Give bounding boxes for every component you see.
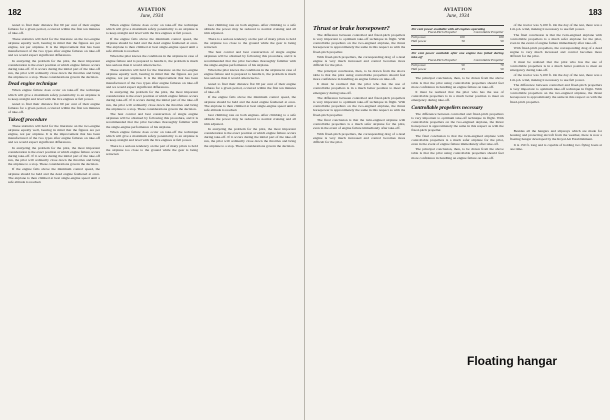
table-cell: Full power (411, 34, 426, 39)
paragraph: When engine failure does occur on take-off the technique which will give a maximum safety potentiality to an airplane is to keep straight and level with the live engines at full power. (106, 129, 198, 143)
paragraph: If the engine fails above the minimum control speed, the airplane should be held and the dead engine feathered at once. The airplane is then climbed at best single-engine speed until a safe altitude is reached. (204, 95, 296, 112)
paragraph: It must be realized that the pilot who has the use of controllable propellers is in a much better position to meet an emergency during take-off. (509, 59, 602, 73)
paragraph: The difference between controlled and fixed-pitch propellers is very important to optimum take-off technique in flight. With controllable propellers on the two-engined airplane, the thrust horsepower is approximately the same in this respect as with the fixed-pitch propeller. (411, 111, 504, 133)
left-masthead-title: AVIATION (137, 7, 167, 13)
right-masthead (443, 8, 472, 19)
table-cell: Half power (411, 66, 427, 71)
paragraph: When the pilot knows the conditions in the airplane in case of engine failure and is prepared to handle it, the problem is much less serious than it would otherwise be. (106, 54, 198, 67)
paragraph: best climbing rate on both engines. After climbing to a safe altitude the power may be reduced to normal cruising and all trim adjusted. (204, 113, 296, 126)
paragraph: The difference between controlled and fixed-pitch propellers is very important to optimum take-off technique in flight. With controllable propellers on the two-engined airplane, the thrust horsepower is approximately the same in this respect as with the fixed-pitch propeller. (313, 33, 406, 54)
table-cell: 100 (459, 34, 465, 39)
paragraph: It is 150 ft. long and is capable of holding two flying boats at one time. (509, 142, 602, 151)
table-cell: Full power (411, 62, 426, 67)
heading-thrust-or-brake: Thrust or brake horsepower? (313, 25, 390, 32)
left-running-head (8, 8, 296, 20)
paragraph: It must be realized that the pilot who has the use of controllable propellers is in a much better position to meet an emergency during take-off. (411, 90, 504, 103)
paragraph: There is a serious tendency on the part of many pilots to hold the airplane too close to the ground while the gear is being retracted. (106, 143, 198, 156)
left-columns (8, 23, 296, 419)
left-column-1 (8, 23, 100, 419)
right-page (305, 0, 610, 420)
paragraph: These statistics will hold for the literature on the two-engine airplane equally well, bearing in mind that the figures are per engine, not per airplane. It is the improvement that has been manufactured of the two types after engine failures on take-off and we would expect significant differences. (8, 123, 100, 145)
table-cell: 50 (500, 66, 504, 71)
table-cell: 70 (500, 62, 504, 67)
paragraph: In analyzing the problem for the pilot, the most important consideration is the exact position at which engine failure occurs during take-off. If it occurs during the initial part of the take-off run, the pilot will ordinarily close down the throttles and bring the airplane to a stop. These considerations govern the decision. (204, 126, 296, 148)
power-table-one-engine-failed (411, 49, 503, 74)
paragraph: The final conclusion is that the twin-engined airplane with controllable propellers is a much safer airplane for the pilot, even in the event of engine failure immediately after take-off. (411, 133, 504, 146)
paragraph: In analyzing the problem for the pilot, the most important consideration is the exact position at which engine failure occurs during take-off. If it occurs during the initial part of the take-off run, the pilot will ordinarily close down the throttles and bring the airplane to a stop. These considerations govern the decision. (8, 58, 100, 80)
paragraph: There is a serious tendency on the part of many pilots to hold the airplane too close to the ground while the gear is being retracted. (204, 36, 296, 49)
right-running-head (313, 8, 602, 20)
paragraph: The difference between controlled and fixed-pitch propellers is very important to optimum take-off technique in flight. With controllable propellers on the two-engined airplane, the thrust horsepower is approximately the same in this respect as with the fixed-pitch propeller. (509, 82, 602, 104)
left-masthead-date: June, 1934 (140, 12, 164, 19)
left-masthead (137, 8, 166, 19)
right-masthead-date: June, 1934 (446, 12, 470, 19)
paragraph: These statistics will hold for the literature on the two-engine airplane equally well, bearing in mind that the figures are per engine, not per airplane. It is the improvement that has been manufactured of the two types after engine failures on take-off and we would expect significant differences. (106, 68, 198, 89)
paragraph: tested to find their distance flat 90 per cent of their engine failures for a given period, occurred within the first ten minutes of take-off. (8, 23, 100, 36)
paragraph: When engine failure does occur on take-off the technique which will give a maximum safety potentiality to an airplane is to keep straight and level with the live engines at full power. (8, 88, 100, 101)
paragraph: The principal conclusion, then, to be drawn from the above table is that the pilot using controllable propellers should feel more confidence in handling an engine failure on take-off. (411, 147, 504, 160)
paragraph: Besides all the hangars and slipways which are made for housing and protecting aircraft from the weather, there is now a floating hangar developed by the Royal Air Establishment. (509, 128, 602, 142)
paragraph: of the tractor was 3,100 ft. On the day of the test, there was a 4 m.p.h. wind, making it necessary to use full power. (509, 23, 602, 32)
paragraph: of the tractor was 3,100 ft. On the day of the test, there was a 4 m.p.h. wind, making it necessary to use full power. (509, 73, 602, 82)
table-cell: 100 (498, 34, 504, 39)
paragraph: The final conclusion is that the twin-engined airplane with controllable propellers is a much safer airplane for the pilot, even in the event of engine failure immediately after take-off. (509, 32, 602, 45)
table-cell: 50 (461, 62, 465, 67)
left-column-2 (106, 23, 198, 419)
table-row (411, 40, 503, 44)
paragraph: With fixed-pitch propellers, the corresponding drag of a dead engine is very much increased and control becomes more difficult for the pilot. (509, 46, 602, 59)
left-page-number: 182 (8, 8, 22, 17)
table-cell: 25 (461, 66, 465, 71)
paragraph: tested to find their distance flat 90 per cent of their engine failures for a given period, occurred within the first ten minutes of take-off. (204, 81, 296, 95)
paragraph: The final conclusion is that the twin-engined airplane with controllable propellers is a much safer airplane for the pilot, even in the event of engine failure immediately after take-off. (313, 117, 406, 131)
paragraph: If the engine fails above the minimum control speed, the airplane should be held and the dead engine feathered at once. The airplane is then climbed at best single-engine speed until a safe altitude is reached. (106, 36, 198, 54)
heading-dead-engine: Dead engine technique (8, 81, 58, 88)
paragraph: In analyzing the problem for the pilot, the most important consideration is the exact position at which engine failure occurs during take-off. If it occurs during the initial part of the take-off run, the pilot will ordinarily close down the throttles and bring the airplane to a stop. These considerations govern the decision. (106, 90, 198, 111)
right-page-number: 183 (588, 8, 602, 17)
table-row (411, 68, 503, 72)
heading-takeoff: Takeoff procedure (8, 116, 48, 123)
power-table-all-engines (411, 25, 503, 46)
right-columns (313, 23, 602, 419)
paragraph: If the engine fails above the minimum control speed, the airplane should be held and the dead engine feathered at once. The airplane is then climbed at best single-engine speed until a safe altitude is reached. (8, 167, 100, 184)
paragraph: The best control and best construction of single engine airplanes will be obtained by following this procedure, and it is recommended that the pilot becomes thoroughly familiar with the single-engine performance of his airplane. (204, 50, 296, 67)
table-caption: Per cent power available with all engines operating (411, 27, 486, 31)
table-caption: Per cent power available after one engine has failed during take-off (411, 50, 504, 59)
table-cell: 50 (461, 38, 465, 43)
paragraph: In analyzing the problem for the pilot, the most important consideration is the exact position at which engine failure occurs during take-off. If it occurs during the initial part of the take-off run, the pilot will ordinarily close down the throttles and bring the airplane to a stop. These considerations govern the decision. (8, 145, 100, 167)
heading-floating-hangar: Floating hangar (467, 354, 557, 368)
table-cell: 50 (500, 38, 504, 43)
paragraph: The principal conclusion, then, to be drawn from the above table is that the pilot using controllable propellers should feel more confidence in handling an engine failure on take-off. (411, 76, 504, 89)
paragraph: tested to find their distance flat 90 per cent of their engine failures for a given period, occurred within the first ten minutes of take-off. (8, 102, 100, 115)
paragraph: These statistics will hold for the literature on the two-engine airplane equally well, bearing in mind that the figures are per engine, not per airplane. It is the improvement that has been manufactured of the two types after engine failures on take-off and we would expect significant differences. (8, 36, 100, 58)
paragraph: The principal conclusion, then, to be drawn from the above table is that the pilot using controllable propellers should feel more confidence in handling an engine failure on take-off. (313, 68, 406, 81)
paragraph: With fixed-pitch propellers, the corresponding drag of a dead engine is very much increased and control becomes more difficult for the pilot. (313, 54, 406, 68)
table-cell: Half power (411, 38, 427, 43)
table-header-cell: Fixed-Pitch Propeller (428, 57, 457, 62)
paragraph: With fixed-pitch propellers, the corresponding drag of a dead engine is very much increased and control becomes more difficult for the pilot. (313, 131, 406, 144)
right-column-1 (313, 23, 405, 419)
paragraph: When the pilot knows the conditions in the airplane in case of engine failure and is prepared to handle it, the problem is much less serious than it would otherwise be. (204, 68, 296, 81)
table-header-cell: Controllable Propeller (473, 57, 504, 62)
table-header-cell: Fixed-Pitch Propeller (428, 30, 457, 34)
paragraph: The difference between controlled and fixed-pitch propellers is very important to optimum take-off technique in flight. With controllable propellers on the two-engined airplane, the thrust horsepower is approximately the same in this respect as with the fixed-pitch propeller. (313, 95, 406, 117)
paragraph: When engine failure does occur on take-off the technique which will give a maximum safety potentiality to an airplane is to keep straight and level with the live engines at full power. (106, 23, 198, 36)
paragraph: It must be realized that the pilot who has the use of controllable propellers is in a much better position to meet an emergency during take-off. (313, 82, 406, 95)
heading-controllable-propellers: Controllable propellers necessary (411, 104, 483, 111)
paragraph: best climbing rate on both engines. After climbing to a safe altitude the power may be reduced to normal cruising and all trim adjusted. (204, 23, 296, 36)
right-masthead-title: AVIATION (443, 7, 473, 13)
table-header-cell: Controllable Propeller (473, 30, 504, 34)
paragraph: The best control and best construction of single engine airplanes will be obtained by following this procedure, and it is recommended that the pilot becomes thoroughly familiar with the single-engine performance of his airplane. (106, 112, 198, 129)
left-column-3 (204, 23, 296, 419)
